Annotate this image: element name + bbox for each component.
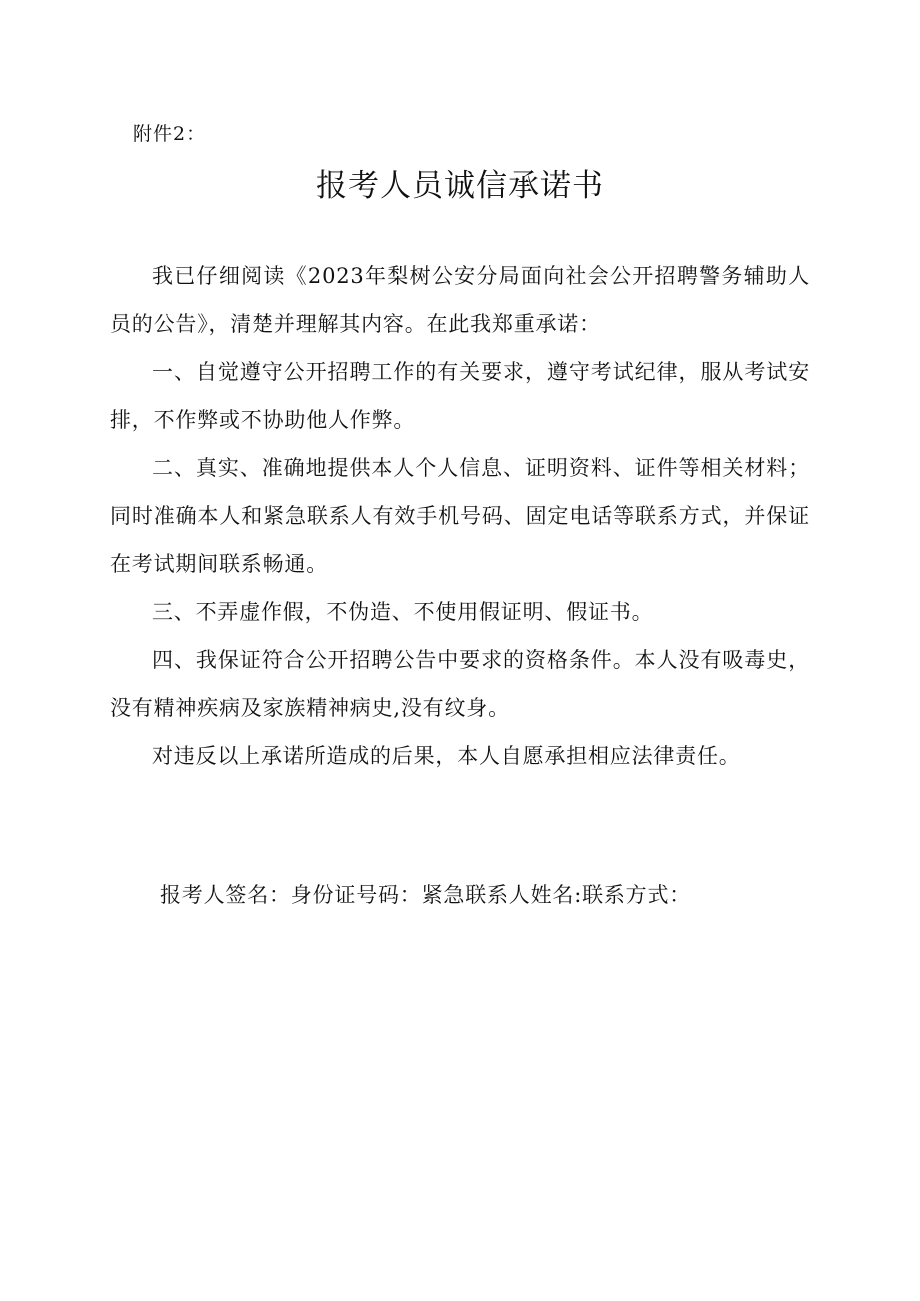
attachment-label: 附件2： — [133, 123, 207, 145]
liability-statement: 对违反以上承诺所造成的后果，本人自愿承担相应法律责任。 — [152, 744, 741, 768]
commitment-item-4: 四、我保证符合公开招聘公告中要求的资格条件。本人没有吸毒史，没有精神疾病及家族精神病史,没有纹身。 — [110, 648, 810, 720]
commitment-body — [110, 252, 810, 780]
commitment-item-3: 三、不弄虚作假，不伪造、不使用假证明、假证书。 — [152, 600, 654, 624]
commitment-item-1: 一、自觉遵守公开招聘工作的有关要求，遵守考试纪律，服从考试安排，不作弊或不协助他人作弊。 — [110, 360, 810, 432]
document-title: 报考人员诚信承诺书 — [316, 168, 604, 204]
commitment-item-2: 二、真实、准确地提供本人个人信息、证明资料、证件等相关材料；同时准确本人和紧急联系人有效手机号码、固定电话等联系方式，并保证在考试期间联系畅通。 — [110, 456, 810, 576]
intro-paragraph: 我已仔细阅读《2023年梨树公安分局面向社会公开招聘警务辅助人员的公告》，清楚并理解其内容。在此我郑重承诺： — [110, 264, 810, 336]
signature-line: 报考人签名：身份证号码：紧急联系人姓名:联系方式： — [160, 883, 692, 907]
